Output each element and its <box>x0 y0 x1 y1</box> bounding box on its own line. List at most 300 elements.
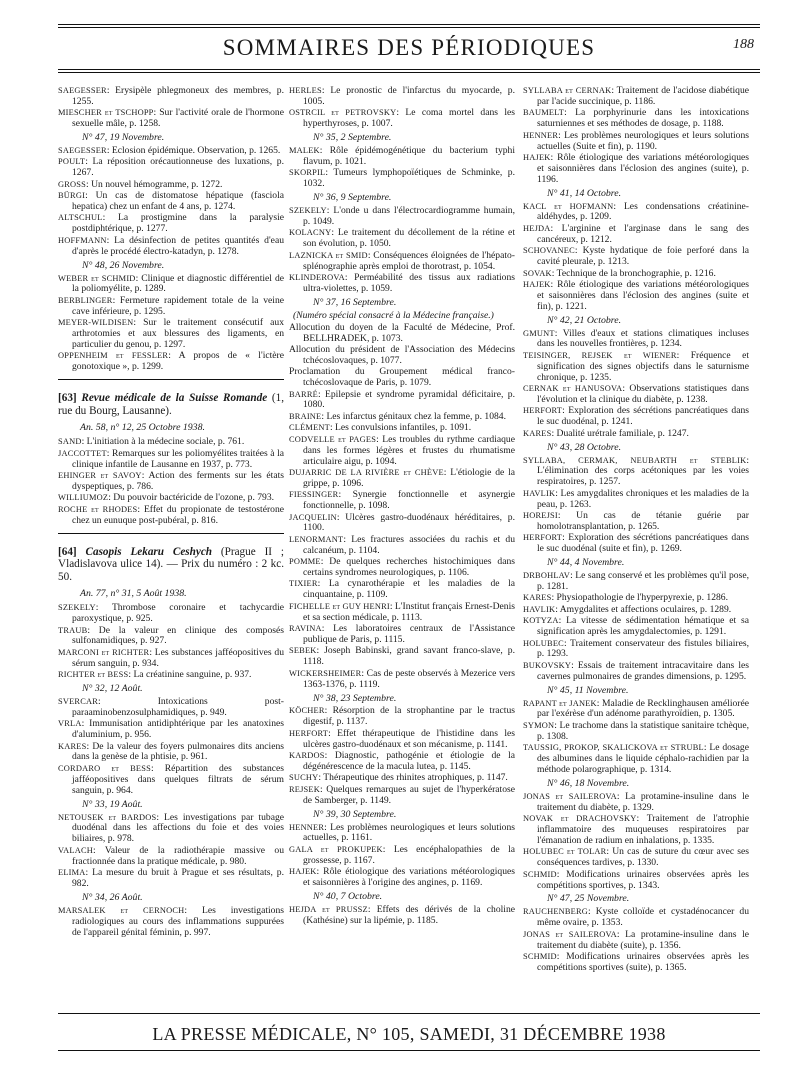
issue-date: N° 48, 26 Novembre. <box>82 259 165 271</box>
article-entry <box>523 616 749 638</box>
author-name: BAUMELT <box>523 108 565 118</box>
article-entry <box>523 870 749 892</box>
article-entry <box>289 535 515 557</box>
article-entry <box>289 823 515 845</box>
article-entry <box>289 706 515 728</box>
journal-address: (1, rue du Bourg, Lausanne). <box>58 392 284 417</box>
article-entry <box>289 729 515 751</box>
author-name: OPPENHEIM et FESSLER <box>58 351 169 361</box>
article-entry <box>289 146 515 168</box>
author-name: BARRÉ <box>289 389 318 399</box>
article-entry <box>523 571 749 593</box>
article-text: : Les fractures associées du rachis et du calcanéum, p. 1104. <box>303 533 515 556</box>
author-name: MIESCHER et TSCHOPP <box>58 108 154 118</box>
author-name: KARES <box>523 428 552 438</box>
author-name: JONAS et SAILEROVA <box>523 791 617 801</box>
article-text: : Synergie fonctionnelle et asynergie fonctionnelle, p. 1098. <box>303 489 515 512</box>
column-2 <box>289 86 515 927</box>
article-entry <box>58 108 284 130</box>
author-name: VALACH <box>58 845 94 855</box>
article-text: : Action des ferments sur les états dyspeptiques, p. 786. <box>72 469 284 492</box>
top-rule <box>58 24 760 25</box>
author-name: WICKERSHEIMER <box>289 668 362 678</box>
author-name: HOLUBEC <box>523 638 564 648</box>
article-text: : Fréquence et signification des signes objectifs dans le saturnisme chronique, p. 1235. <box>537 349 750 383</box>
author-name: ROCHE et RHODES <box>58 504 138 514</box>
article-text: : La vitesse de sédimentation hématique et sa signification après les amygdalectomies, p. 1291. <box>537 615 749 638</box>
article-entry <box>523 930 749 952</box>
issue-date: N° 37, 16 Septembre. <box>313 296 397 308</box>
author-name: RAPANT et JANEK <box>523 698 597 708</box>
article-entry <box>58 157 284 179</box>
article-entry <box>523 202 749 224</box>
article-text: : De quelques recherches histochimiques dans certains syndromes neurologiques, p. 1106. <box>303 556 515 579</box>
article-entry <box>523 593 749 604</box>
article-entry <box>289 602 515 624</box>
article-entry <box>523 351 749 384</box>
author-name: KOLACNY <box>289 228 332 238</box>
author-name: RICHTER et BESS <box>58 670 129 680</box>
author-name: HENNER <box>289 822 325 832</box>
article-entry <box>289 579 515 601</box>
author-name: HAJEK <box>523 279 551 289</box>
section-divider <box>58 533 284 534</box>
author-name: TIXIER <box>289 579 318 589</box>
article-text: : Le trachome dans la statistique sanitaire tchèque, p. 1308. <box>537 719 749 742</box>
article-text: Allocution du doyen de la Faculté de Médecine, Prof. BELLHRADEK, p. 1073. <box>289 321 515 344</box>
article-text: : Sur l'activité orale de l'hormone sexuelle mâle, p. 1258. <box>72 107 284 130</box>
author-name: SCHMID <box>523 951 557 961</box>
article-entry <box>523 639 749 661</box>
author-name: BRAINE <box>289 411 322 421</box>
article-text: : L'étiologie de la grippe, p. 1096. <box>303 466 515 489</box>
article-entry <box>289 468 515 490</box>
article-entry <box>523 153 749 186</box>
article-text: : Résorption de la strophantine par le tractus digestif, p. 1137. <box>303 705 515 728</box>
author-name: REJSEK <box>289 784 320 794</box>
article-text: : Les problèmes neurologiques et leurs solutions actuelles, p. 1161. <box>303 821 515 844</box>
author-name: SKORPIL <box>289 168 326 178</box>
top-rule-thin <box>58 27 760 28</box>
article-text: : De la valeur des foyers pulmonaires dits anciens dans la genèse de la phtisie, p. 961. <box>72 740 284 763</box>
author-name: GMUNT <box>523 328 555 338</box>
header-rule <box>58 69 760 70</box>
article-entry <box>58 603 284 625</box>
article-text: : La créatinine sanguine, p. 937. <box>128 669 252 681</box>
article-entry <box>58 213 284 235</box>
issue-date: N° 41, 14 Octobre. <box>547 187 622 199</box>
journal-title: Revue médicale de la Suisse Romande <box>81 392 268 405</box>
article-text: : Eclosion épidémique. Observation, p. 1265. <box>106 145 281 157</box>
author-name: LAZNICKA et SMID <box>289 250 368 260</box>
article-entry <box>58 318 284 351</box>
article-entry <box>58 846 284 868</box>
author-name: RAVINA <box>289 624 322 634</box>
article-entry <box>289 773 515 784</box>
column-3 <box>523 86 749 974</box>
journal-number: [64] <box>58 545 77 558</box>
article-text: : Les investigations radiologiques au cours des inflammations suppurées de l'appareil génital féminin, p. 997. <box>72 904 285 938</box>
article-text: : Un cas de suture du cœur avec ses conséquences tardives, p. 1330. <box>537 846 749 869</box>
issue-date: N° 39, 30 Septembre. <box>313 808 397 820</box>
author-name: BERBLINGER <box>58 295 113 305</box>
article-text: : Ulcères gastro-duodénaux héréditaires, p. 1100. <box>303 511 515 534</box>
article-text: : L'élimination des corps acétoniques par les voies respiratoires, p. 1257. <box>537 454 749 488</box>
article-entry <box>58 351 284 373</box>
article-text: : Remarques sur les poliomyélites traitées à la clinique infantile de Lausanne en 1937, p. 773. <box>72 447 284 470</box>
issue-note: (Numéro spécial consacré à la Médecine française.) <box>293 309 494 321</box>
author-name: HOREJSI <box>523 511 558 521</box>
section-divider <box>58 379 284 380</box>
author-name: EHINGER et SAVOY <box>58 470 142 480</box>
article-text: : Quelques remarques au sujet de l'hyperkératose de Samberger, p. 1149. <box>303 783 515 806</box>
article-text: : Dualité urétrale familiale, p. 1247. <box>551 427 689 439</box>
article-entry <box>523 108 749 130</box>
footer-rule-bottom <box>58 1050 760 1051</box>
article-entry <box>58 868 284 890</box>
author-name: HAJEK <box>523 152 551 162</box>
journal-title: Casopis Lekaru Ceshych <box>85 545 213 558</box>
article-entry <box>523 743 749 776</box>
author-name: TEISINGER, REJSEK et WIENER <box>523 350 677 360</box>
author-name: NOVAK et DRACHOVSKY <box>523 814 637 824</box>
author-name: HERLES <box>289 86 322 95</box>
journal-heading <box>58 392 284 417</box>
article-entry <box>523 699 749 721</box>
author-name: SYLLABA et CERNAK <box>523 86 612 95</box>
article-entry <box>58 626 284 648</box>
article-text: : Conséquences éloignées de l'hépato-splénographie après emploi de thorotrast, p. 1054. <box>303 249 516 272</box>
article-entry <box>289 423 515 434</box>
article-text: Allocution du président de l'Association des Médecins tchécoslovaques, p. 1077. <box>289 343 515 366</box>
author-name: SZEKELY <box>58 603 96 613</box>
author-name: KLINDEROVA <box>289 273 345 282</box>
article-text: : L'arginine et l'arginase dans le sang des cancéreux, p. 1212. <box>537 222 749 245</box>
author-name: CLÉMENT <box>289 423 330 433</box>
article-text: : Traitement de l'acidose diabétique par l'acide succinique, p. 1186. <box>537 85 749 107</box>
issue-date: N° 34, 26 Août. <box>82 891 143 903</box>
article-text: : Immunisation antidiphtérique par les anatoxines d'aluminium, p. 956. <box>72 718 284 741</box>
article-entry <box>523 246 749 268</box>
issue-date: N° 32, 12 Août. <box>82 683 143 695</box>
article-entry <box>58 697 284 719</box>
article-entry <box>58 86 284 108</box>
article-entry <box>289 905 515 927</box>
article-text: Proclamation du Groupement médical franco-tchécoslovaque de Paris, p. 1079. <box>289 366 515 389</box>
article-text: : Les convulsions infantiles, p. 1091. <box>329 422 472 434</box>
article-entry <box>523 511 749 533</box>
article-entry <box>289 168 515 190</box>
article-text: : Rôle étiologique des variations météorologiques et saisonnières à l'origine des angines, p. 1169. <box>303 866 515 889</box>
author-name: FIESSINGER <box>289 490 339 500</box>
article-text: : Le traitement du décollement de la rétine et son évolution, p. 1050. <box>303 227 515 250</box>
author-name: HERFORT <box>289 728 329 738</box>
article-entry <box>58 764 284 797</box>
article-entry <box>523 406 749 428</box>
author-name: HERFORT <box>523 533 563 543</box>
author-name: HOFFMANN <box>58 235 107 245</box>
article-text: : Technique de la bronchographie, p. 1216. <box>551 267 716 279</box>
article-text: : Le dosage des albumines dans le liquide céphalo-rachidien par la méthode polarographique, p. 1314. <box>537 742 749 775</box>
article-entry <box>58 449 284 471</box>
article-text: : Physiopathologie de l'hyperpyrexie, p. 1286. <box>551 592 728 604</box>
article-text: : Exploration des sécrétions pancréatiques dans le suc duodénal (suite et fin), p. 1269. <box>537 532 749 555</box>
article-text: : Exploration des sécrétions pancréatiques dans le suc duodénal, p. 1241. <box>537 405 749 428</box>
article-text: : Villes d'eaux et stations climatiques incluses dans les nouvelles frontières, p. 1234. <box>537 327 749 350</box>
issue-date: N° 44, 4 Novembre. <box>547 557 625 569</box>
article-entry <box>523 661 749 683</box>
article-entry <box>58 742 284 764</box>
author-name: SCHOVANEC <box>523 246 575 256</box>
page-header <box>58 33 760 63</box>
article-text: : Rôle étiologique des variations météorologiques et saisonnières dans l'éclosion des angines (suite et fin), p. 1221. <box>537 278 749 312</box>
article-text: : Répartition des substances jafféopositives dans quelques filtrats de sérum sanguin, p. 964. <box>72 762 284 796</box>
article-text: : Le sang conservé et les problèmes qu'il pose, p. 1281. <box>537 570 749 592</box>
article-text: : Modifications urinaires observées après les compétitions sportives, p. 1343. <box>537 868 749 891</box>
article-text: : Intoxications post-paraaminobenzosulphamidiques, p. 949. <box>72 695 284 718</box>
article-entry <box>289 108 515 130</box>
issue-date: N° 35, 2 Septembre. <box>313 132 392 144</box>
author-name: JACCOTTET <box>58 448 107 458</box>
author-name: POULT <box>58 157 86 167</box>
article-entry <box>523 907 749 929</box>
article-entry <box>289 323 515 345</box>
article-text: : Un cas de tétanie guérie par homolotransplantation, p. 1265. <box>537 510 749 532</box>
issue-date: N° 47, 19 Novembre. <box>82 132 165 144</box>
article-text: : Les problèmes neurologiques et leurs solutions actuelles (Suite et fin), p. 1190. <box>537 129 749 152</box>
author-name: HAJEK <box>289 867 317 877</box>
author-name: HEJDA <box>523 223 551 233</box>
author-name: MARCONI et RICHTER <box>58 647 150 657</box>
article-entry <box>289 367 515 389</box>
article-entry <box>58 648 284 670</box>
issue-date: N° 46, 18 Novembre. <box>547 777 630 789</box>
author-name: KARES <box>58 741 87 751</box>
author-name: SAEGESSER <box>58 86 107 95</box>
author-name: TAUSSIG, PROKOP, SKALICKOVA et STRUBL <box>523 743 704 753</box>
author-name: KACL et HOFMANN <box>523 201 614 211</box>
article-entry <box>523 721 749 743</box>
author-name: SYLLABA, CERMAK, NEUBARTH et STEBLIK <box>523 455 747 465</box>
article-text: : Effet thérapeutique de l'histidine dans les ulcères gastro-duodénaux et son mécanisme, p. 1141. <box>303 727 515 750</box>
article-text: : Traitement conservateur des fistules biliaires, p. 1293. <box>537 637 749 660</box>
article-text: : Amygdalites et affections oculaires, p. 1289. <box>555 603 732 615</box>
volume-line: An. 58, n° 12, 25 Octobre 1938. <box>80 422 205 434</box>
author-name: WEBER et SCHMID <box>58 273 136 283</box>
article-entry <box>289 751 515 773</box>
article-entry <box>289 490 515 512</box>
author-name: DRBOHLAV <box>523 571 571 581</box>
article-text: : Traitement de l'atrophie inflammatoire des muqueuses respiratoires par l'émanation de radium en inhalations, p. 1335. <box>537 813 749 846</box>
author-name: KARES <box>523 593 552 603</box>
author-name: CORDARO et BESS <box>58 763 151 773</box>
author-name: NETOUSEK et BARDOS <box>58 812 157 822</box>
column-1 <box>58 86 284 939</box>
article-entry <box>289 273 515 295</box>
author-name: HENNER <box>523 130 559 140</box>
author-name: JACQUELIN <box>289 512 337 522</box>
footer-rule <box>58 1013 760 1014</box>
article-text: : Modifications urinaires observées après les compétitions sportives (suite), p. 1365. <box>537 950 749 973</box>
author-name: KOTYZA <box>523 616 559 626</box>
article-text: : La prostigmine dans la paralysie postdiphtérique, p. 1277. <box>72 212 284 235</box>
article-text: : Effets des dérivés de la choline (Kathésine) sur la lipémie, p. 1185. <box>303 903 515 926</box>
article-entry <box>289 785 515 807</box>
article-text: : Kyste colloïde et cystadénocancer du même ovaire, p. 1353. <box>537 906 749 929</box>
author-name: SOVAK <box>523 268 552 278</box>
article-text: : Thrombose coronaire et tachycardie paroxystique, p. 925. <box>72 602 284 625</box>
article-text: : Le pronostic de l'infarctus du myocarde, p. 1005. <box>303 85 515 107</box>
article-entry <box>289 412 515 423</box>
article-entry <box>58 493 284 504</box>
article-entry <box>523 533 749 555</box>
article-text: : Valeur de la radiothérapie massive ou fractionnée dans la pratique médicale, p. 980. <box>72 844 284 867</box>
article-entry <box>523 384 749 406</box>
author-name: BÜRGI <box>58 191 86 201</box>
article-entry <box>58 146 284 157</box>
article-text: : La mesure du bruit à Prague et ses résultats, p. 982. <box>72 867 284 889</box>
article-text: : A propos de « l'ictère gonotoxique », p. 1299. <box>72 350 284 373</box>
article-text: : Observations statistiques dans l'évolution et la clinique du diabète, p. 1238. <box>537 383 749 405</box>
author-name: SVERCAR <box>58 696 99 706</box>
author-name: POMME <box>289 557 321 567</box>
article-text: : Epilepsie et syndrome pyramidal déficitaire, p. 1080. <box>303 388 515 411</box>
article-entry <box>523 280 749 313</box>
author-name: KÖCHER <box>289 706 325 716</box>
article-text: : Les substances jafféopositives du sérum sanguin, p. 934. <box>72 646 285 669</box>
page-title: SOMMAIRES DES PÉRIODIQUES <box>222 35 596 60</box>
article-text: : Thérapeutique des rhinites atrophiques, p. 1147. <box>318 772 508 784</box>
article-entry <box>523 456 749 489</box>
author-name: RAUCHENBERG <box>523 907 589 917</box>
article-text: : L'initiation à la médecine sociale, p. 761. <box>81 436 245 448</box>
article-entry <box>523 269 749 280</box>
article-entry <box>58 505 284 527</box>
article-entry <box>289 513 515 535</box>
article-text: : Joseph Babinski, grand savant franco-slave, p. 1118. <box>303 645 515 668</box>
article-entry <box>523 847 749 869</box>
article-entry <box>58 906 284 939</box>
article-entry <box>523 224 749 246</box>
article-entry <box>58 813 284 846</box>
author-name: HAVLIK <box>523 488 556 498</box>
issue-date: N° 40, 7 Octobre. <box>313 890 383 902</box>
article-text: : Un cas de distomatose hépatique (fasciola hepatica) chez un enfant de 4 ans, p. 1274. <box>72 190 284 213</box>
article-text: : Maladie de Recklinghausen améliorée par l'exérèse d'un adénome parathyroïdien, p. 1305. <box>537 697 749 720</box>
volume-line: An. 77, n° 31, 5 Août 1938. <box>80 588 187 600</box>
article-text: : Rôle étiologique des variations météorologiques et saisonnières dans l'éclosion des angines (suite), p. 1196. <box>537 151 749 185</box>
author-name: SAEGESSER <box>58 146 107 156</box>
article-entry <box>58 274 284 296</box>
article-entry <box>58 236 284 258</box>
article-entry <box>289 646 515 668</box>
article-text: : Sur le traitement consécutif aux arthrotomies et aux blessures des ligaments, en particulier du genou, p. 1297. <box>72 317 284 350</box>
article-text: : Kyste hydatique de foie perforé dans la cavité pleurale, p. 1213. <box>537 245 749 268</box>
article-entry <box>58 719 284 741</box>
article-text: : La protamine-insuline dans le traitement du diabète, p. 1329. <box>537 790 749 813</box>
article-entry <box>523 814 749 847</box>
article-entry <box>58 471 284 493</box>
article-entry <box>289 345 515 367</box>
issue-date: N° 43, 28 Octobre. <box>547 441 622 453</box>
journal-address: (Prague II ; Vladislavova ulice 14). — Prix du numéro : 2 kc. 50. <box>58 545 285 583</box>
author-name: FICHELLE et GUY HENRI <box>289 601 390 611</box>
article-text: : L'onde u dans l'électrocardiogramme humain, p. 1049. <box>303 205 515 227</box>
article-text: : Le coma mortel dans les hyperthyroses, p. 1007. <box>303 107 515 130</box>
article-text: : Fermeture rapidement totale de la veine cave inférieure, p. 1295. <box>72 294 284 317</box>
author-name: KARDOS <box>289 751 325 761</box>
article-entry <box>523 329 749 351</box>
article-entry <box>289 669 515 691</box>
article-text: : Tumeurs lymphopoïétiques de Schminke, p. 1032. <box>303 167 515 190</box>
issue-date: N° 42, 21 Octobre. <box>547 314 622 326</box>
article-text: : La cynarothérapie et les maladies de la cinquantaine, p. 1109. <box>303 578 515 601</box>
author-name: SUCHY <box>289 773 319 783</box>
author-name: OSTRCIL et PETROVSKY <box>289 108 397 118</box>
author-name: HEJDA et PRUSSZ <box>289 904 368 914</box>
article-text: : Les investigations par tubage duodénal dans les affections du foie et des voies biliaires, p. 978. <box>72 811 285 845</box>
author-name: MARSALEK et CERNOCH <box>58 905 185 915</box>
article-text: : Cas de peste observés à Mezerice vers 1363-1376, p. 1119. <box>303 667 515 690</box>
article-entry <box>289 557 515 579</box>
issue-date: N° 45, 11 Novembre. <box>547 684 629 696</box>
journal-number: [63] <box>58 392 77 405</box>
article-text: : Les infarctus génitaux chez la femme, p. 1084. <box>321 410 506 422</box>
author-name: LENORMANT <box>289 534 344 544</box>
article-text: : Rôle épidémogénétique du bacterium typhi flavum, p. 1021. <box>303 145 515 167</box>
article-text: : La protamine-insuline dans le traitement du diabète (suite), p. 1356. <box>537 928 749 951</box>
author-name: DUJARRIC DE LA RIVIÈRE et CHÈVE <box>289 467 444 477</box>
article-text: : Les laboratoires centraux de l'Assistance publique de Paris, p. 1115. <box>303 623 515 645</box>
author-name: ALTSCHUL <box>58 213 103 223</box>
author-name: HERFORT <box>523 406 563 416</box>
header-rule-thin <box>58 72 760 73</box>
author-name: SZEKELY <box>289 206 327 216</box>
article-entry <box>289 206 515 228</box>
author-name: CODVELLE et PAGES <box>289 434 377 444</box>
author-name: GALA et PROKUPEK <box>289 844 383 854</box>
author-name: JONAS et SAILEROVA <box>523 929 617 939</box>
article-text: : La désinfection de petites quantités d'eau d'après le procédé électro-katadyn, p. 1278. <box>72 234 284 257</box>
article-text: : Diagnostic, pathogénie et étiologie de la dégénérescence de la macula lutea, p. 1145. <box>303 750 515 772</box>
article-text: : Perméabilité des tissus aux radiations ultra-violettes, p. 1059. <box>303 272 515 294</box>
page-footer: LA PRESSE MÉDICALE, N° 105, SAMEDI, 31 DÉCEMBRE 1938 <box>152 1024 666 1044</box>
author-name: VRLA <box>58 719 82 729</box>
author-name: SAND <box>58 437 82 447</box>
issue-date: N° 38, 23 Septembre. <box>313 692 397 704</box>
author-name: GROSS <box>58 179 86 189</box>
article-text: : L'Institut français Ernest-Denis et sa section médicale, p. 1113. <box>303 600 515 623</box>
author-name: TRAUB <box>58 625 88 635</box>
page-number: 188 <box>733 37 754 52</box>
journal-heading <box>58 546 284 584</box>
article-entry <box>523 131 749 153</box>
issue-date: N° 33, 19 Août. <box>82 798 143 810</box>
author-name: HAVLIK <box>523 604 556 614</box>
article-entry <box>289 435 515 468</box>
article-text: : Les troubles du rythme cardiaque dans les formes légères et frustes du rhumatisme articulaire aigu, p. 1094. <box>303 433 515 467</box>
article-text: : De la valeur en clinique des composés sulfonamidiques, p. 927. <box>72 624 284 647</box>
article-entry <box>58 437 284 448</box>
article-text: : La porphyrinurie dans les intoxications saturniennes et ses méthodes de dosage, p. 1188. <box>537 107 749 130</box>
article-text: : Les amygdalites chroniques et les maladies de la peau, p. 1263. <box>537 487 749 510</box>
article-text: : Du pouvoir bactéricide de l'ozone, p. 793. <box>108 492 275 504</box>
author-name: CERNAK et HANUSOVA <box>523 384 623 394</box>
article-entry <box>58 180 284 191</box>
issue-date: N° 36, 9 Septembre. <box>313 192 392 204</box>
article-text: : Erysipèle phlegmoneux des membres, p. 1255. <box>72 85 284 107</box>
article-entry <box>523 429 749 440</box>
